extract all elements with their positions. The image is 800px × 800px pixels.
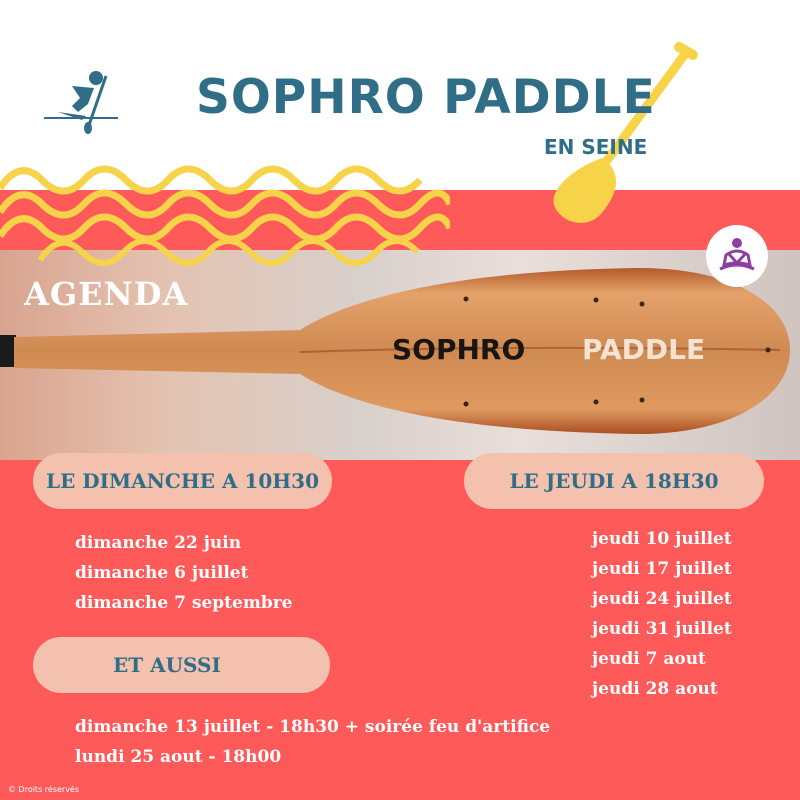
also-pill [33, 637, 330, 693]
sunday-schedule-pill [33, 453, 332, 509]
meditation-icon [706, 225, 768, 287]
list-item: jeudi 24 juillet [592, 589, 732, 609]
list-item: dimanche 13 juillet - 18h30 + soirée feu d'artifice [75, 717, 551, 737]
agenda-heading: AGENDA [24, 275, 189, 313]
list-item: dimanche 7 septembre [75, 593, 293, 613]
paddle-brand-word1: SOPHRO [392, 333, 526, 366]
extra-dates-list [75, 712, 550, 772]
list-item: jeudi 7 aout [592, 649, 706, 669]
copyright-credit: © Droits réservés [8, 785, 80, 794]
list-item: jeudi 31 juillet [592, 619, 732, 639]
kayaker-icon [42, 68, 120, 134]
paddle-brand-word2: PADDLE [582, 333, 706, 366]
list-item: dimanche 22 juin [75, 533, 242, 553]
list-item: lundi 25 aout - 18h00 [75, 747, 282, 767]
list-item: jeudi 10 juillet [592, 529, 732, 549]
list-item: jeudi 28 aout [592, 679, 718, 699]
waves-decoration [0, 150, 450, 270]
meditation-badge [706, 225, 768, 287]
thursday-schedule-label: LE JEUDI A 18H30 [509, 469, 719, 493]
sunday-dates-list [75, 528, 293, 618]
thursday-dates-list [592, 524, 732, 704]
page-title: SOPHRO PADDLE [196, 70, 656, 125]
sunday-schedule-label: LE DIMANCHE A 10H30 [46, 469, 319, 493]
list-item: jeudi 17 juillet [592, 559, 732, 579]
also-label: ET AUSSI [113, 653, 221, 677]
list-item: dimanche 6 juillet [75, 563, 249, 583]
page-subtitle: EN SEINE [544, 135, 648, 159]
thursday-schedule-pill [464, 453, 764, 509]
